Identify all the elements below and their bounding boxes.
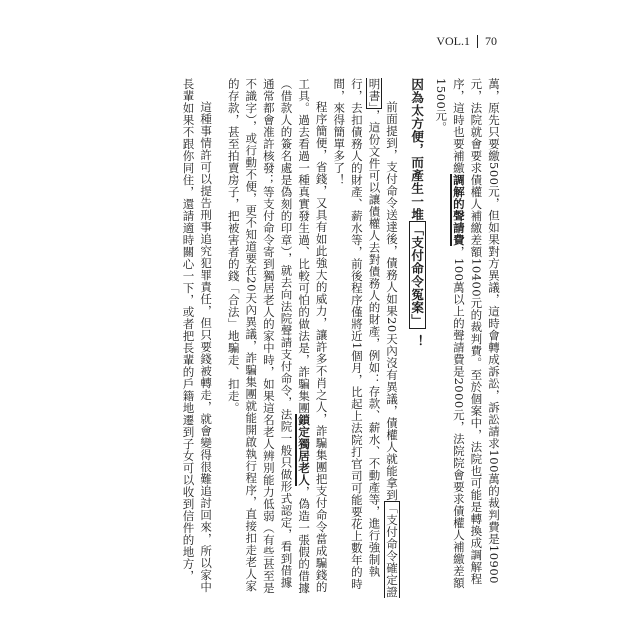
text-run: 前面提到，支付命令送達後，債務人如果20天內沒有異議，債權人就能拿到: [385, 101, 400, 501]
paragraph-filing-fee: [432, 78, 502, 598]
highlight-elderly-target: 鎖定獨居老人: [297, 414, 312, 486]
boxed-certificate-term: 「支付命令確定證明書」: [367, 78, 400, 598]
text-run: ，100萬以上的聲請費是2000元，法院院會要求債權人補繳差額1500元。: [434, 78, 466, 589]
text-run: 程序簡便，省錢，又具有如此強大的威力，讓許多不肖之人，詐騙集團把支付命令當成騙錢的工具。過去看過一種真實發生過、比較可怕的做法是，詐騙集團: [297, 78, 329, 593]
highlight-mediation-fee: 調解的聲請費: [451, 174, 466, 246]
paragraph-certificate: [330, 78, 400, 598]
heading-exclamation: ！: [409, 335, 425, 348]
text-run: 萬，原先只要繳500元，但如果對方異議，這時會轉成訴訟，訴訟請求100萬的裁判費是10900元，法院就會要求債權人補繳差額10400元的裁判費。至於個案中，法院也可能是轉換成調解程序，這時也要補繳: [451, 78, 501, 586]
text-run: ，這份文件可以讓債權人去對債務人的財產，例如：存款、薪水、不動產等，進行強制執行，去扣債務人的財產、薪水等，前後程序僅將近1個月，比起上法院打官司可能要花上數年的時間，來得簡單多了！: [332, 78, 382, 590]
section-heading: [408, 78, 426, 598]
heading-text: 因為太方便，而產生一堆: [409, 78, 425, 221]
text-run: 地騙走、扣走。: [226, 330, 241, 414]
text-run: ，偽造一張假的借據（借款人的簽名處是偽刻的印章），就去向法院聲請支付命令，法院一般只做形式認定，看到借據通常都會准許核發；等支付命令寄到獨居老人的家中時，如果這名老人辨別能力低弱（有些甚至是不識字），或行動不便，更不知道要在20天內異議，詐騙集團就能開啟執行程序，直接扣走老人家的存款，甚至拍賣房子，把被害者的錢: [226, 78, 312, 594]
page-number: 70: [485, 33, 497, 48]
paragraph-advice: [179, 78, 214, 598]
text-run: 這種事情許可以提告刑事追究犯罪責任，但只要錢被轉走，就會變得很難追討回來，所以家中長輩如果不跟你同住，還請適時關心一下，或者把長輩的戶籍地遷到子女可以收到信件的地方，: [181, 78, 214, 593]
quoted-legal: 「合法」: [226, 282, 241, 330]
volume-label: VOL.1: [436, 33, 470, 48]
heading-emphasis: 「支付命令冤案」: [409, 223, 425, 327]
body-text: [122, 78, 502, 598]
page-header: [436, 33, 497, 49]
paragraph-fraud: [224, 78, 330, 598]
header-divider: [477, 35, 478, 48]
